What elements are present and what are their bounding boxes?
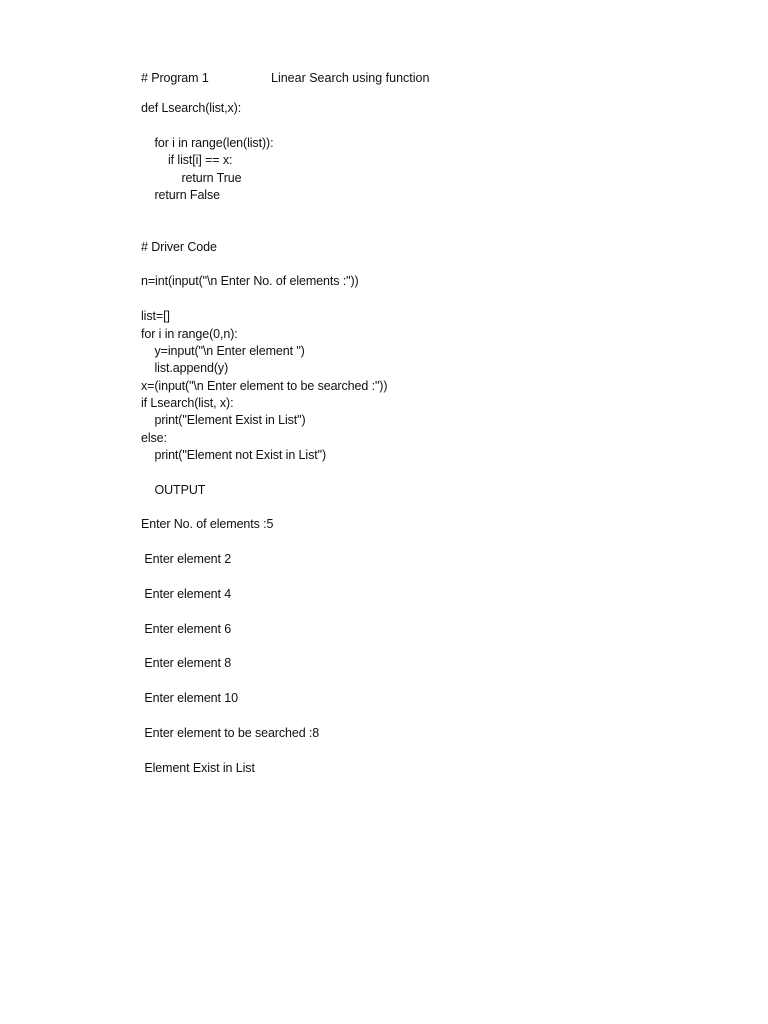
output-line: Enter element 8: [141, 656, 232, 670]
code-line: list.append(y): [141, 361, 229, 375]
code-line: for i in range(0,n):: [141, 327, 238, 341]
code-line: print("Element Exist in List"): [141, 413, 306, 427]
program-title: Linear Search using function: [271, 71, 430, 85]
output-heading: OUTPUT: [141, 483, 206, 497]
code-line: return False: [141, 188, 220, 202]
output-line: Enter No. of elements :5: [141, 517, 274, 531]
code-line: n=int(input("\n Enter No. of elements :")): [141, 274, 359, 288]
code-line: print("Element not Exist in List"): [141, 448, 327, 462]
output-line: Enter element 4: [141, 587, 232, 601]
output-line: Enter element 10: [141, 691, 238, 705]
code-line: y=input("\n Enter element "): [141, 344, 305, 358]
output-line: Element Exist in List: [141, 761, 255, 775]
code-line: if Lsearch(list, x):: [141, 396, 234, 410]
program-label: # Program 1: [141, 71, 209, 85]
code-line: for i in range(len(list)):: [141, 136, 274, 150]
code-line: if list[i] == x:: [141, 153, 233, 167]
driver-comment: # Driver Code: [141, 240, 217, 254]
code-line: return True: [141, 171, 242, 185]
code-line: list=[]: [141, 309, 170, 323]
output-line: Enter element 2: [141, 552, 232, 566]
code-line: def Lsearch(list,x):: [141, 101, 242, 115]
code-line: x=(input("\n Enter element to be searched :")): [141, 379, 388, 393]
output-line: Enter element to be searched :8: [141, 726, 320, 740]
code-line: else:: [141, 431, 167, 445]
output-line: Enter element 6: [141, 622, 232, 636]
